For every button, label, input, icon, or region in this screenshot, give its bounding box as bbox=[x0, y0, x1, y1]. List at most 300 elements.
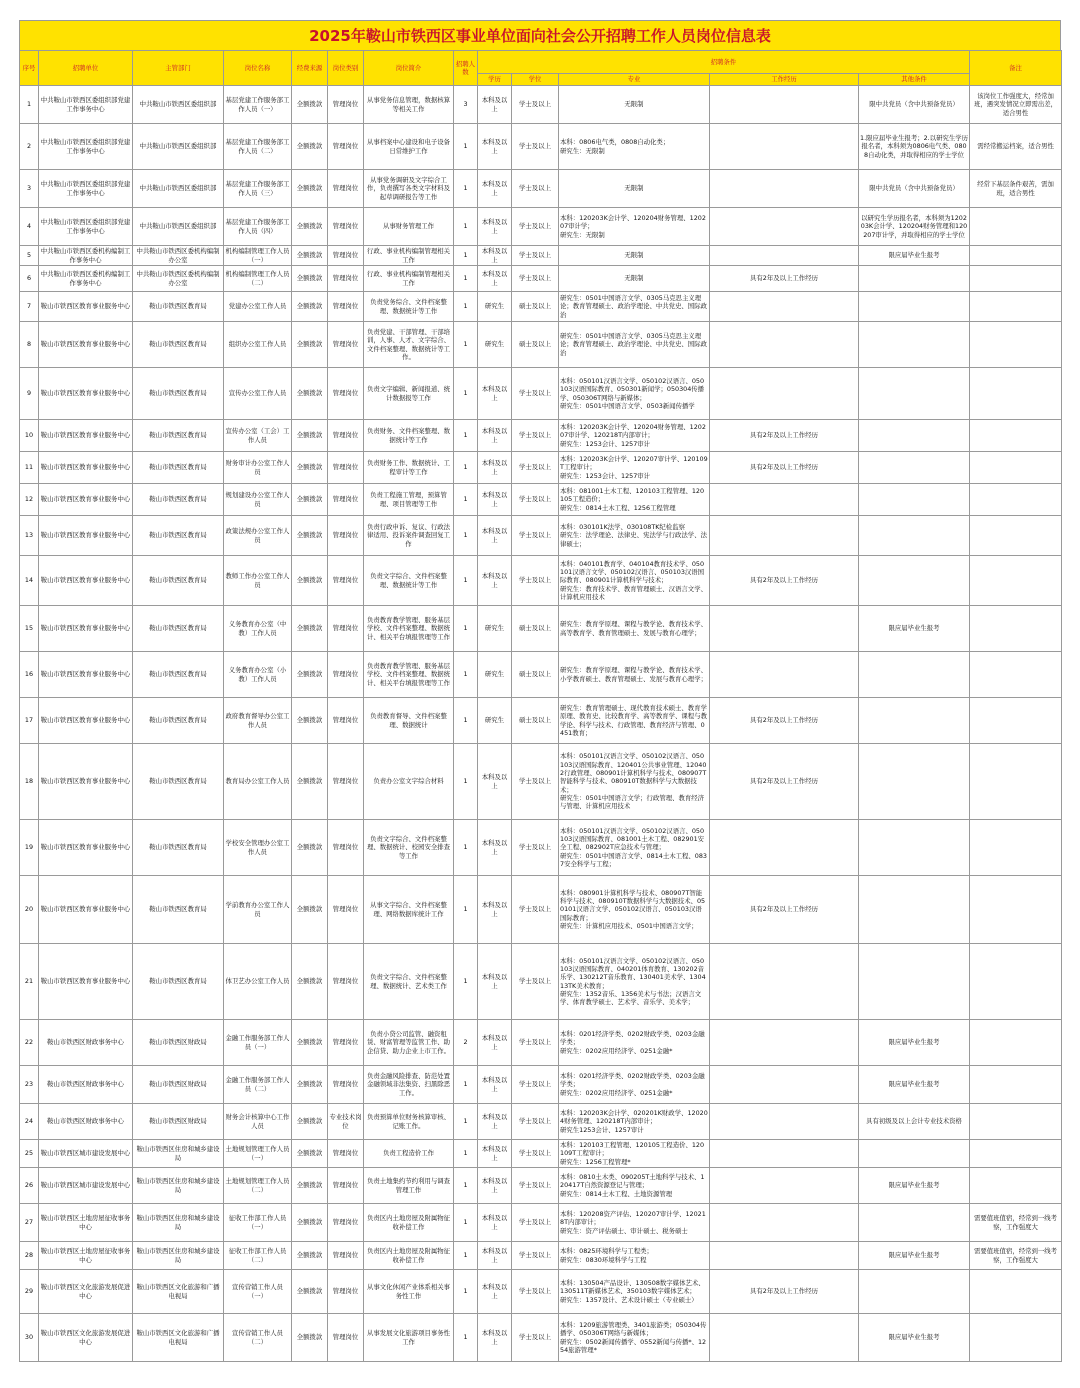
cell-desc: 负责教育督导、文件档案整理、数据统计 bbox=[364, 698, 454, 744]
cell-desc: 负责区内土地房屋及附属物征收补偿工作 bbox=[364, 1242, 454, 1270]
cell-dept: 鞍山市铁西区教育局 bbox=[133, 484, 224, 516]
cell-notes: 经常下基层条件艰苦，需加班，适合男性 bbox=[970, 170, 1062, 208]
table-row bbox=[20, 246, 1062, 266]
major-line: 本科：050101汉语言文学、050102汉语言、050103汉语国际教育、050301新闻学；050304传播学、050306T网络与新媒体； bbox=[560, 376, 705, 402]
cell-other: 限应届毕业生报考 bbox=[859, 1242, 970, 1270]
cell-no: 3 bbox=[20, 170, 39, 208]
cell-unit: 鞍山市铁西区教育事业服务中心 bbox=[39, 516, 133, 556]
cell-unit: 中共鞍山市铁西区委组织部党建工作事务中心 bbox=[39, 170, 133, 208]
cell-post: 金融工作服务部工作人员（二） bbox=[224, 1066, 292, 1104]
major-line: 本科：0825环境科学与工程类； bbox=[560, 1247, 653, 1256]
cell-count: 1 bbox=[454, 1204, 478, 1242]
major-line: 本科：130504产品设计、130508数字媒体艺术、130511T新媒体艺术、350103数字媒体艺术； bbox=[560, 1279, 705, 1296]
cell-unit: 中共鞍山市铁西区委组织部党建工作事务中心 bbox=[39, 124, 133, 170]
cell-no: 18 bbox=[20, 744, 39, 820]
cell-degree: 硕士及以上 bbox=[512, 652, 559, 698]
cell-experience bbox=[710, 1242, 859, 1270]
header-post: 岗位名称 bbox=[224, 51, 292, 86]
table-row bbox=[20, 1066, 1062, 1104]
cell-other bbox=[859, 484, 970, 516]
cell-desc: 从事文字综合、文件档案整理、网络数据库统计工作 bbox=[364, 876, 454, 944]
major-line: 研究生：教育管理硕士、现代教育技术硕士、教育学原理、教育史、比较教育学、高等教育学、课程与教学论、科学与技术、行政管理、教育经济与管理、0451教育； bbox=[560, 703, 707, 737]
cell-major bbox=[559, 246, 710, 266]
cell-category: 管理岗位 bbox=[328, 820, 364, 876]
cell-experience: 具有2年及以上工作经历 bbox=[710, 744, 859, 820]
cell-edu: 本科及以上 bbox=[478, 484, 512, 516]
cell-degree: 学士及以上 bbox=[512, 420, 559, 452]
cell-dept: 中共鞍山市铁西区委组织部 bbox=[133, 86, 224, 124]
cell-post: 规划建设办公室工作人员 bbox=[224, 484, 292, 516]
cell-unit: 鞍山市铁西区教育事业服务中心 bbox=[39, 292, 133, 322]
cell-experience bbox=[710, 1314, 859, 1362]
cell-major bbox=[559, 292, 710, 322]
cell-notes bbox=[970, 1066, 1062, 1104]
cell-funding: 全额拨款 bbox=[292, 944, 328, 1020]
cell-dept: 中共鞍山市铁西区委组织部 bbox=[133, 170, 224, 208]
cell-major bbox=[559, 820, 710, 876]
cell-other bbox=[859, 744, 970, 820]
major-line: 研究生：0501中国语言文学、0305马克思主义理论；教育管理硕士、政治学理论、中共党史、国际政治 bbox=[560, 332, 707, 357]
cell-unit: 鞍山市铁西区教育事业服务中心 bbox=[39, 556, 133, 606]
cell-experience bbox=[710, 1168, 859, 1204]
cell-other: 具有初级及以上会计专业技术资格 bbox=[859, 1104, 970, 1140]
cell-no: 12 bbox=[20, 484, 39, 516]
major-line: 本科：120103工程管理、120105工程造价、120109T工程审计； bbox=[560, 1141, 705, 1158]
cell-unit: 鞍山市铁西区土地房屋征收事务中心 bbox=[39, 1242, 133, 1270]
header-major: 专业 bbox=[559, 74, 710, 86]
cell-category: 管理岗位 bbox=[328, 876, 364, 944]
recruitment-table-sheet bbox=[19, 20, 1061, 1362]
cell-major bbox=[559, 698, 710, 744]
cell-other bbox=[859, 876, 970, 944]
cell-no: 17 bbox=[20, 698, 39, 744]
cell-count: 1 bbox=[454, 266, 478, 292]
cell-desc: 负责工程施工管理，预算管理、项目管理等工作 bbox=[364, 484, 454, 516]
cell-dept: 鞍山市铁西区教育局 bbox=[133, 452, 224, 484]
cell-desc: 负责工程造价工作 bbox=[364, 1140, 454, 1168]
cell-dept: 中共鞍山市铁西区委组织部 bbox=[133, 208, 224, 246]
header-dept: 主管部门 bbox=[133, 51, 224, 86]
cell-funding: 全额拨款 bbox=[292, 368, 328, 420]
table-row bbox=[20, 170, 1062, 208]
cell-notes bbox=[970, 1168, 1062, 1204]
cell-no: 7 bbox=[20, 292, 39, 322]
cell-funding: 全额拨款 bbox=[292, 1168, 328, 1204]
cell-post: 宣传营销工作人员（一） bbox=[224, 1270, 292, 1314]
cell-no: 1 bbox=[20, 86, 39, 124]
cell-count: 1 bbox=[454, 368, 478, 420]
cell-no: 14 bbox=[20, 556, 39, 606]
cell-unit: 鞍山市铁西区城市建设发展中心 bbox=[39, 1140, 133, 1168]
major-line: 本科：120203K会计学、120204财务管理、120207审计学； bbox=[560, 214, 706, 231]
cell-funding: 全额拨款 bbox=[292, 484, 328, 516]
major-line: 研究生：0501中国语言文学、0814土木工程、0837安全科学与工程； bbox=[560, 851, 707, 868]
cell-degree: 学士及以上 bbox=[512, 1066, 559, 1104]
cell-degree: 学士及以上 bbox=[512, 516, 559, 556]
cell-count: 1 bbox=[454, 484, 478, 516]
cell-no: 6 bbox=[20, 266, 39, 292]
cell-dept: 鞍山市铁西区财政局 bbox=[133, 1020, 224, 1066]
cell-count: 1 bbox=[454, 292, 478, 322]
major-line: 研究生：计算机应用技术、0501中国语言文学； bbox=[560, 921, 698, 930]
cell-category: 管理岗位 bbox=[328, 516, 364, 556]
table-row bbox=[20, 1168, 1062, 1204]
cell-notes bbox=[970, 606, 1062, 652]
cell-no: 8 bbox=[20, 322, 39, 368]
cell-edu: 研究生 bbox=[478, 698, 512, 744]
cell-unit: 鞍山市铁西区财政事务中心 bbox=[39, 1020, 133, 1066]
cell-major bbox=[559, 1204, 710, 1242]
cell-desc: 负责土地集约节约利用与调查管理工作 bbox=[364, 1168, 454, 1204]
major-line: 本科：120203K会计学、120204财务管理、120207审计学、120218T内部审计； bbox=[560, 423, 706, 440]
cell-notes: 需要值班值宿，经常到一线考察，工作强度大 bbox=[970, 1204, 1062, 1242]
major-line: 本科：0806电气类，0808自动化类； bbox=[560, 138, 670, 147]
cell-post: 金融工作服务部工作人员（一） bbox=[224, 1020, 292, 1066]
cell-degree: 学士及以上 bbox=[512, 368, 559, 420]
cell-edu: 本科及以上 bbox=[478, 1140, 512, 1168]
cell-no: 5 bbox=[20, 246, 39, 266]
cell-notes: 需要值班值宿，经常到一线考察，工作强度大 bbox=[970, 1242, 1062, 1270]
major-line: 研究生：0830环境科学与工程 bbox=[560, 1255, 647, 1264]
cell-dept: 鞍山市铁西区住房和城乡建设局 bbox=[133, 1168, 224, 1204]
cell-desc: 负责教育教学管理、服务基层学校、文件档案整理、数据统计、相关平台填报管理等工作 bbox=[364, 652, 454, 698]
cell-category: 管理岗位 bbox=[328, 170, 364, 208]
cell-count: 1 bbox=[454, 1242, 478, 1270]
cell-notes bbox=[970, 516, 1062, 556]
cell-edu: 本科及以上 bbox=[478, 516, 512, 556]
major-line: 研究生：教育学原理、课程与教学论、教育技术学、小学教育硕士、教育管理硕士、发展与教育心理学； bbox=[560, 666, 707, 683]
cell-category: 管理岗位 bbox=[328, 1066, 364, 1104]
cell-dept: 鞍山市铁西区教育局 bbox=[133, 292, 224, 322]
cell-unit: 鞍山市铁西区教育事业服务中心 bbox=[39, 744, 133, 820]
cell-no: 24 bbox=[20, 1104, 39, 1140]
cell-desc: 负责文字综合、文件档案整理、数据统计、校园安全排查等工作 bbox=[364, 820, 454, 876]
cell-dept: 鞍山市铁西区教育局 bbox=[133, 652, 224, 698]
header-desc: 岗位简介 bbox=[364, 51, 454, 86]
cell-other: 限应届毕业生报考 bbox=[859, 246, 970, 266]
cell-post: 宣传办公室工作人员 bbox=[224, 368, 292, 420]
cell-count: 1 bbox=[454, 322, 478, 368]
cell-funding: 全额拨款 bbox=[292, 124, 328, 170]
cell-post: 政策法规办公室工作人员 bbox=[224, 516, 292, 556]
major-line: 研究生：1253会计、1257审计 bbox=[560, 439, 651, 448]
cell-degree: 学士及以上 bbox=[512, 170, 559, 208]
major-line: 研究生：无限制 bbox=[560, 230, 605, 239]
cell-notes bbox=[970, 292, 1062, 322]
cell-funding: 全额拨款 bbox=[292, 1314, 328, 1362]
cell-dept: 鞍山市铁西区教育局 bbox=[133, 420, 224, 452]
cell-funding: 全额拨款 bbox=[292, 170, 328, 208]
cell-desc: 从事文化休闲产业体系相关事务性工作 bbox=[364, 1270, 454, 1314]
cell-edu: 本科及以上 bbox=[478, 1242, 512, 1270]
cell-experience bbox=[710, 292, 859, 322]
cell-post: 教育局办公室工作人员 bbox=[224, 744, 292, 820]
major-line: 本科：030101K法学、030108TK纪检监察 bbox=[560, 523, 685, 532]
cell-degree: 学士及以上 bbox=[512, 124, 559, 170]
cell-degree: 学士及以上 bbox=[512, 876, 559, 944]
cell-category: 管理岗位 bbox=[328, 1140, 364, 1168]
cell-funding: 全额拨款 bbox=[292, 292, 328, 322]
cell-degree: 学士及以上 bbox=[512, 484, 559, 516]
cell-edu: 本科及以上 bbox=[478, 452, 512, 484]
cell-other: 限中共党员（含中共预备党员） bbox=[859, 170, 970, 208]
cell-desc: 负责小贷公司监管、融资租赁、财富管理等监管工作、助企信贷、助力企业上市工作。 bbox=[364, 1020, 454, 1066]
cell-other bbox=[859, 452, 970, 484]
cell-unit: 鞍山市铁西区教育事业服务中心 bbox=[39, 484, 133, 516]
cell-no: 20 bbox=[20, 876, 39, 944]
major-line: 研究生：0202应用经济学、0251金融* bbox=[560, 1088, 673, 1097]
cell-unit: 鞍山市铁西区教育事业服务中心 bbox=[39, 606, 133, 652]
cell-post: 征收工作部工作人员（一） bbox=[224, 1204, 292, 1242]
cell-no: 22 bbox=[20, 1020, 39, 1066]
cell-dept: 鞍山市铁西区教育局 bbox=[133, 368, 224, 420]
table-row bbox=[20, 1314, 1062, 1362]
cell-post: 体卫艺办公室工作人员 bbox=[224, 944, 292, 1020]
cell-other bbox=[859, 368, 970, 420]
cell-funding: 全额拨款 bbox=[292, 516, 328, 556]
cell-category: 管理岗位 bbox=[328, 420, 364, 452]
positions-table-body bbox=[20, 86, 1062, 1362]
cell-no: 29 bbox=[20, 1270, 39, 1314]
cell-notes bbox=[970, 420, 1062, 452]
table-row bbox=[20, 516, 1062, 556]
cell-post: 政府教育督导办公室工作人员 bbox=[224, 698, 292, 744]
cell-other bbox=[859, 1140, 970, 1168]
cell-post: 财务审计办公室工作人员 bbox=[224, 452, 292, 484]
cell-other bbox=[859, 698, 970, 744]
cell-desc: 负责财务工作、数据统计、工程审计等工作 bbox=[364, 452, 454, 484]
major-line: 研究生：教育技术学、教育管理硕士、汉语言文学、计算机应用技术 bbox=[560, 584, 707, 601]
cell-dept: 中共鞍山市铁西区委机构编制办公室 bbox=[133, 246, 224, 266]
cell-other bbox=[859, 652, 970, 698]
header-count: 招聘人数 bbox=[454, 51, 478, 86]
cell-major bbox=[559, 944, 710, 1020]
cell-notes bbox=[970, 820, 1062, 876]
cell-dept: 鞍山市铁西区教育局 bbox=[133, 944, 224, 1020]
cell-edu: 本科及以上 bbox=[478, 368, 512, 420]
cell-count: 1 bbox=[454, 556, 478, 606]
cell-dept: 鞍山市铁西区住房和城乡建设局 bbox=[133, 1140, 224, 1168]
cell-unit: 鞍山市铁西区财政事务中心 bbox=[39, 1104, 133, 1140]
cell-major bbox=[559, 86, 710, 124]
cell-major bbox=[559, 1066, 710, 1104]
cell-edu: 本科及以上 bbox=[478, 1104, 512, 1140]
cell-notes bbox=[970, 652, 1062, 698]
cell-experience bbox=[710, 606, 859, 652]
cell-experience bbox=[710, 820, 859, 876]
cell-category: 专业技术岗位 bbox=[328, 1104, 364, 1140]
table-row bbox=[20, 1270, 1062, 1314]
cell-count: 2 bbox=[454, 1020, 478, 1066]
cell-other bbox=[859, 420, 970, 452]
cell-edu: 本科及以上 bbox=[478, 1168, 512, 1204]
cell-notes bbox=[970, 452, 1062, 484]
cell-desc: 负责文字综合、文件档案整理、数据统计、艺术类工作 bbox=[364, 944, 454, 1020]
cell-category: 管理岗位 bbox=[328, 452, 364, 484]
cell-other: 1.限应届毕业生报考；2.以研究生学历报名者，本科须为0806电气类、0808自动化类，并取得相应的学士学位 bbox=[859, 124, 970, 170]
cell-desc: 负责财务、文件档案整理、数据统计等工作 bbox=[364, 420, 454, 452]
major-line: 研究生：0501中国语言文学、0305马克思主义理论；教育管理硕士、政治学理论、中共党史、国际政治 bbox=[560, 294, 707, 319]
cell-experience: 具有2年及以上工作经历 bbox=[710, 556, 859, 606]
cell-degree: 学士及以上 bbox=[512, 944, 559, 1020]
cell-notes bbox=[970, 368, 1062, 420]
major-line: 本科：050101汉语言文学、050102汉语言、050103汉语国际教育、120401公共事业管理、120402行政管理、080901计算机科学与技术、080907T智能科学与技术、080910T数据科学与大数据技术； bbox=[560, 752, 707, 794]
cell-dept: 鞍山市铁西区教育局 bbox=[133, 556, 224, 606]
table-row bbox=[20, 266, 1062, 292]
cell-funding: 全额拨款 bbox=[292, 1242, 328, 1270]
cell-unit: 鞍山市铁西区财政事务中心 bbox=[39, 1066, 133, 1104]
cell-post: 教师工作办公室工作人员 bbox=[224, 556, 292, 606]
cell-count: 1 bbox=[454, 606, 478, 652]
header-other: 其他条件 bbox=[859, 74, 970, 86]
cell-notes: 需经常搬运档案，适合男性 bbox=[970, 124, 1062, 170]
table-row bbox=[20, 1140, 1062, 1168]
major-line: 研究生：1352音乐、1356美术与书法；汉语言文学、体育教学硕士、艺术学、音乐学、美术学； bbox=[560, 989, 702, 1007]
cell-major bbox=[559, 1104, 710, 1140]
cell-funding: 全额拨款 bbox=[292, 606, 328, 652]
cell-unit: 鞍山市铁西区教育事业服务中心 bbox=[39, 698, 133, 744]
table-row bbox=[20, 1242, 1062, 1270]
table-row bbox=[20, 820, 1062, 876]
cell-degree: 学士及以上 bbox=[512, 1168, 559, 1204]
cell-major bbox=[559, 170, 710, 208]
cell-notes bbox=[970, 1020, 1062, 1066]
cell-category: 管理岗位 bbox=[328, 1168, 364, 1204]
cell-post: 组织办公室工作人员 bbox=[224, 322, 292, 368]
cell-count: 1 bbox=[454, 820, 478, 876]
cell-no: 30 bbox=[20, 1314, 39, 1362]
table-row bbox=[20, 606, 1062, 652]
cell-count: 1 bbox=[454, 1140, 478, 1168]
cell-desc: 负责行政申诉、复议、行政法律适用、投诉案件调查回复工作 bbox=[364, 516, 454, 556]
major-line: 研究生：0501中国语言文学、0503新闻传播学 bbox=[560, 401, 695, 410]
cell-count: 1 bbox=[454, 1066, 478, 1104]
cell-edu: 本科及以上 bbox=[478, 266, 512, 292]
table-row bbox=[20, 420, 1062, 452]
cell-experience bbox=[710, 944, 859, 1020]
cell-edu: 研究生 bbox=[478, 322, 512, 368]
cell-unit: 鞍山市铁西区教育事业服务中心 bbox=[39, 368, 133, 420]
cell-count: 1 bbox=[454, 744, 478, 820]
cell-major bbox=[559, 1168, 710, 1204]
cell-degree: 学士及以上 bbox=[512, 452, 559, 484]
cell-dept: 中共鞍山市铁西区委机构编制办公室 bbox=[133, 266, 224, 292]
cell-major bbox=[559, 420, 710, 452]
cell-count: 1 bbox=[454, 170, 478, 208]
major-line: 研究生：法学理论、法律史、宪法学与行政法学、法律硕士； bbox=[560, 531, 707, 548]
cell-category: 管理岗位 bbox=[328, 1270, 364, 1314]
cell-unit: 鞍山市铁西区教育事业服务中心 bbox=[39, 944, 133, 1020]
major-line: 本科：1209旅游管理类、3401旅游类；050304传播学、050306T网络与新媒体； bbox=[560, 1320, 707, 1338]
major-line: 研究生：无限制 bbox=[560, 146, 605, 155]
cell-experience bbox=[710, 322, 859, 368]
cell-degree: 学士及以上 bbox=[512, 86, 559, 124]
cell-funding: 全额拨款 bbox=[292, 86, 328, 124]
cell-major bbox=[559, 124, 710, 170]
cell-dept: 鞍山市铁西区住房和城乡建设局 bbox=[133, 1242, 224, 1270]
cell-other bbox=[859, 944, 970, 1020]
cell-edu: 本科及以上 bbox=[478, 1204, 512, 1242]
cell-unit: 中共鞍山市铁西区委组织部党建工作事务中心 bbox=[39, 86, 133, 124]
cell-post: 义务教育办公室（小教）工作人员 bbox=[224, 652, 292, 698]
table-row bbox=[20, 698, 1062, 744]
cell-experience bbox=[710, 484, 859, 516]
cell-unit: 鞍山市铁西区教育事业服务中心 bbox=[39, 820, 133, 876]
cell-unit: 鞍山市铁西区教育事业服务中心 bbox=[39, 420, 133, 452]
cell-degree: 硕士及以上 bbox=[512, 292, 559, 322]
cell-major bbox=[559, 484, 710, 516]
cell-unit: 鞍山市铁西区教育事业服务中心 bbox=[39, 322, 133, 368]
cell-notes bbox=[970, 876, 1062, 944]
cell-post: 学前教育办公室工作人员 bbox=[224, 876, 292, 944]
cell-notes bbox=[970, 208, 1062, 246]
cell-degree: 学士及以上 bbox=[512, 208, 559, 246]
cell-edu: 研究生 bbox=[478, 652, 512, 698]
cell-no: 25 bbox=[20, 1140, 39, 1168]
cell-edu: 研究生 bbox=[478, 292, 512, 322]
cell-category: 管理岗位 bbox=[328, 606, 364, 652]
cell-unit: 中共鞍山市铁西区委机构编制工作事务中心 bbox=[39, 246, 133, 266]
cell-unit: 中共鞍山市铁西区委组织部党建工作事务中心 bbox=[39, 208, 133, 246]
cell-major bbox=[559, 1314, 710, 1362]
major-line: 无限制 bbox=[624, 184, 644, 193]
cell-count: 1 bbox=[454, 944, 478, 1020]
cell-edu: 本科及以上 bbox=[478, 944, 512, 1020]
cell-count: 1 bbox=[454, 698, 478, 744]
major-line: 无限制 bbox=[624, 274, 644, 283]
cell-category: 管理岗位 bbox=[328, 246, 364, 266]
cell-desc: 从事党务调研及文字综合工作，负责撰写各类文字材料及起草调研报告等工作 bbox=[364, 170, 454, 208]
cell-category: 管理岗位 bbox=[328, 744, 364, 820]
cell-major bbox=[559, 876, 710, 944]
cell-experience bbox=[710, 1104, 859, 1140]
cell-dept: 鞍山市铁西区教育局 bbox=[133, 876, 224, 944]
cell-post: 机构编制管理工作人员（一） bbox=[224, 246, 292, 266]
positions-table bbox=[19, 50, 1062, 1362]
major-line: 本科：050101汉语言文学、050102汉语言、050103汉语国际教育、040201体育教育、130202音乐学、130212T音乐教育、130401美术学、130413TK美术教育； bbox=[560, 956, 706, 990]
cell-edu: 本科及以上 bbox=[478, 246, 512, 266]
table-row bbox=[20, 208, 1062, 246]
cell-funding: 全额拨款 bbox=[292, 1066, 328, 1104]
header-degree: 学位 bbox=[512, 74, 559, 86]
cell-unit: 鞍山市铁西区文化旅游发展促进中心 bbox=[39, 1270, 133, 1314]
major-line: 研究生：资产评估硕士、审计硕士、税务硕士 bbox=[560, 1226, 688, 1235]
table-row bbox=[20, 452, 1062, 484]
cell-experience bbox=[710, 208, 859, 246]
cell-degree: 学士及以上 bbox=[512, 1020, 559, 1066]
cell-funding: 全额拨款 bbox=[292, 876, 328, 944]
cell-no: 26 bbox=[20, 1168, 39, 1204]
major-line: 无限制 bbox=[624, 100, 644, 109]
table-row bbox=[20, 876, 1062, 944]
cell-experience bbox=[710, 1140, 859, 1168]
cell-dept: 中共鞍山市铁西区委组织部 bbox=[133, 124, 224, 170]
cell-post: 征收工作部工作人员（二） bbox=[224, 1242, 292, 1270]
cell-desc: 从事档案中心建设和电子设备日常维护工作 bbox=[364, 124, 454, 170]
major-line: 研究生：0814土木工程、土地资源管理 bbox=[560, 1189, 673, 1198]
cell-no: 23 bbox=[20, 1066, 39, 1104]
cell-desc: 从事财务管理工作 bbox=[364, 208, 454, 246]
cell-post: 宣传营销工作人员（二） bbox=[224, 1314, 292, 1362]
cell-major bbox=[559, 516, 710, 556]
cell-count: 1 bbox=[454, 1104, 478, 1140]
cell-count: 1 bbox=[454, 516, 478, 556]
major-line: 研究生：0501中国语言文学；行政管理、教育经济与管理、计算机应用技术 bbox=[560, 793, 705, 811]
cell-other bbox=[859, 1270, 970, 1314]
cell-experience bbox=[710, 368, 859, 420]
cell-funding: 全额拨款 bbox=[292, 420, 328, 452]
cell-no: 10 bbox=[20, 420, 39, 452]
